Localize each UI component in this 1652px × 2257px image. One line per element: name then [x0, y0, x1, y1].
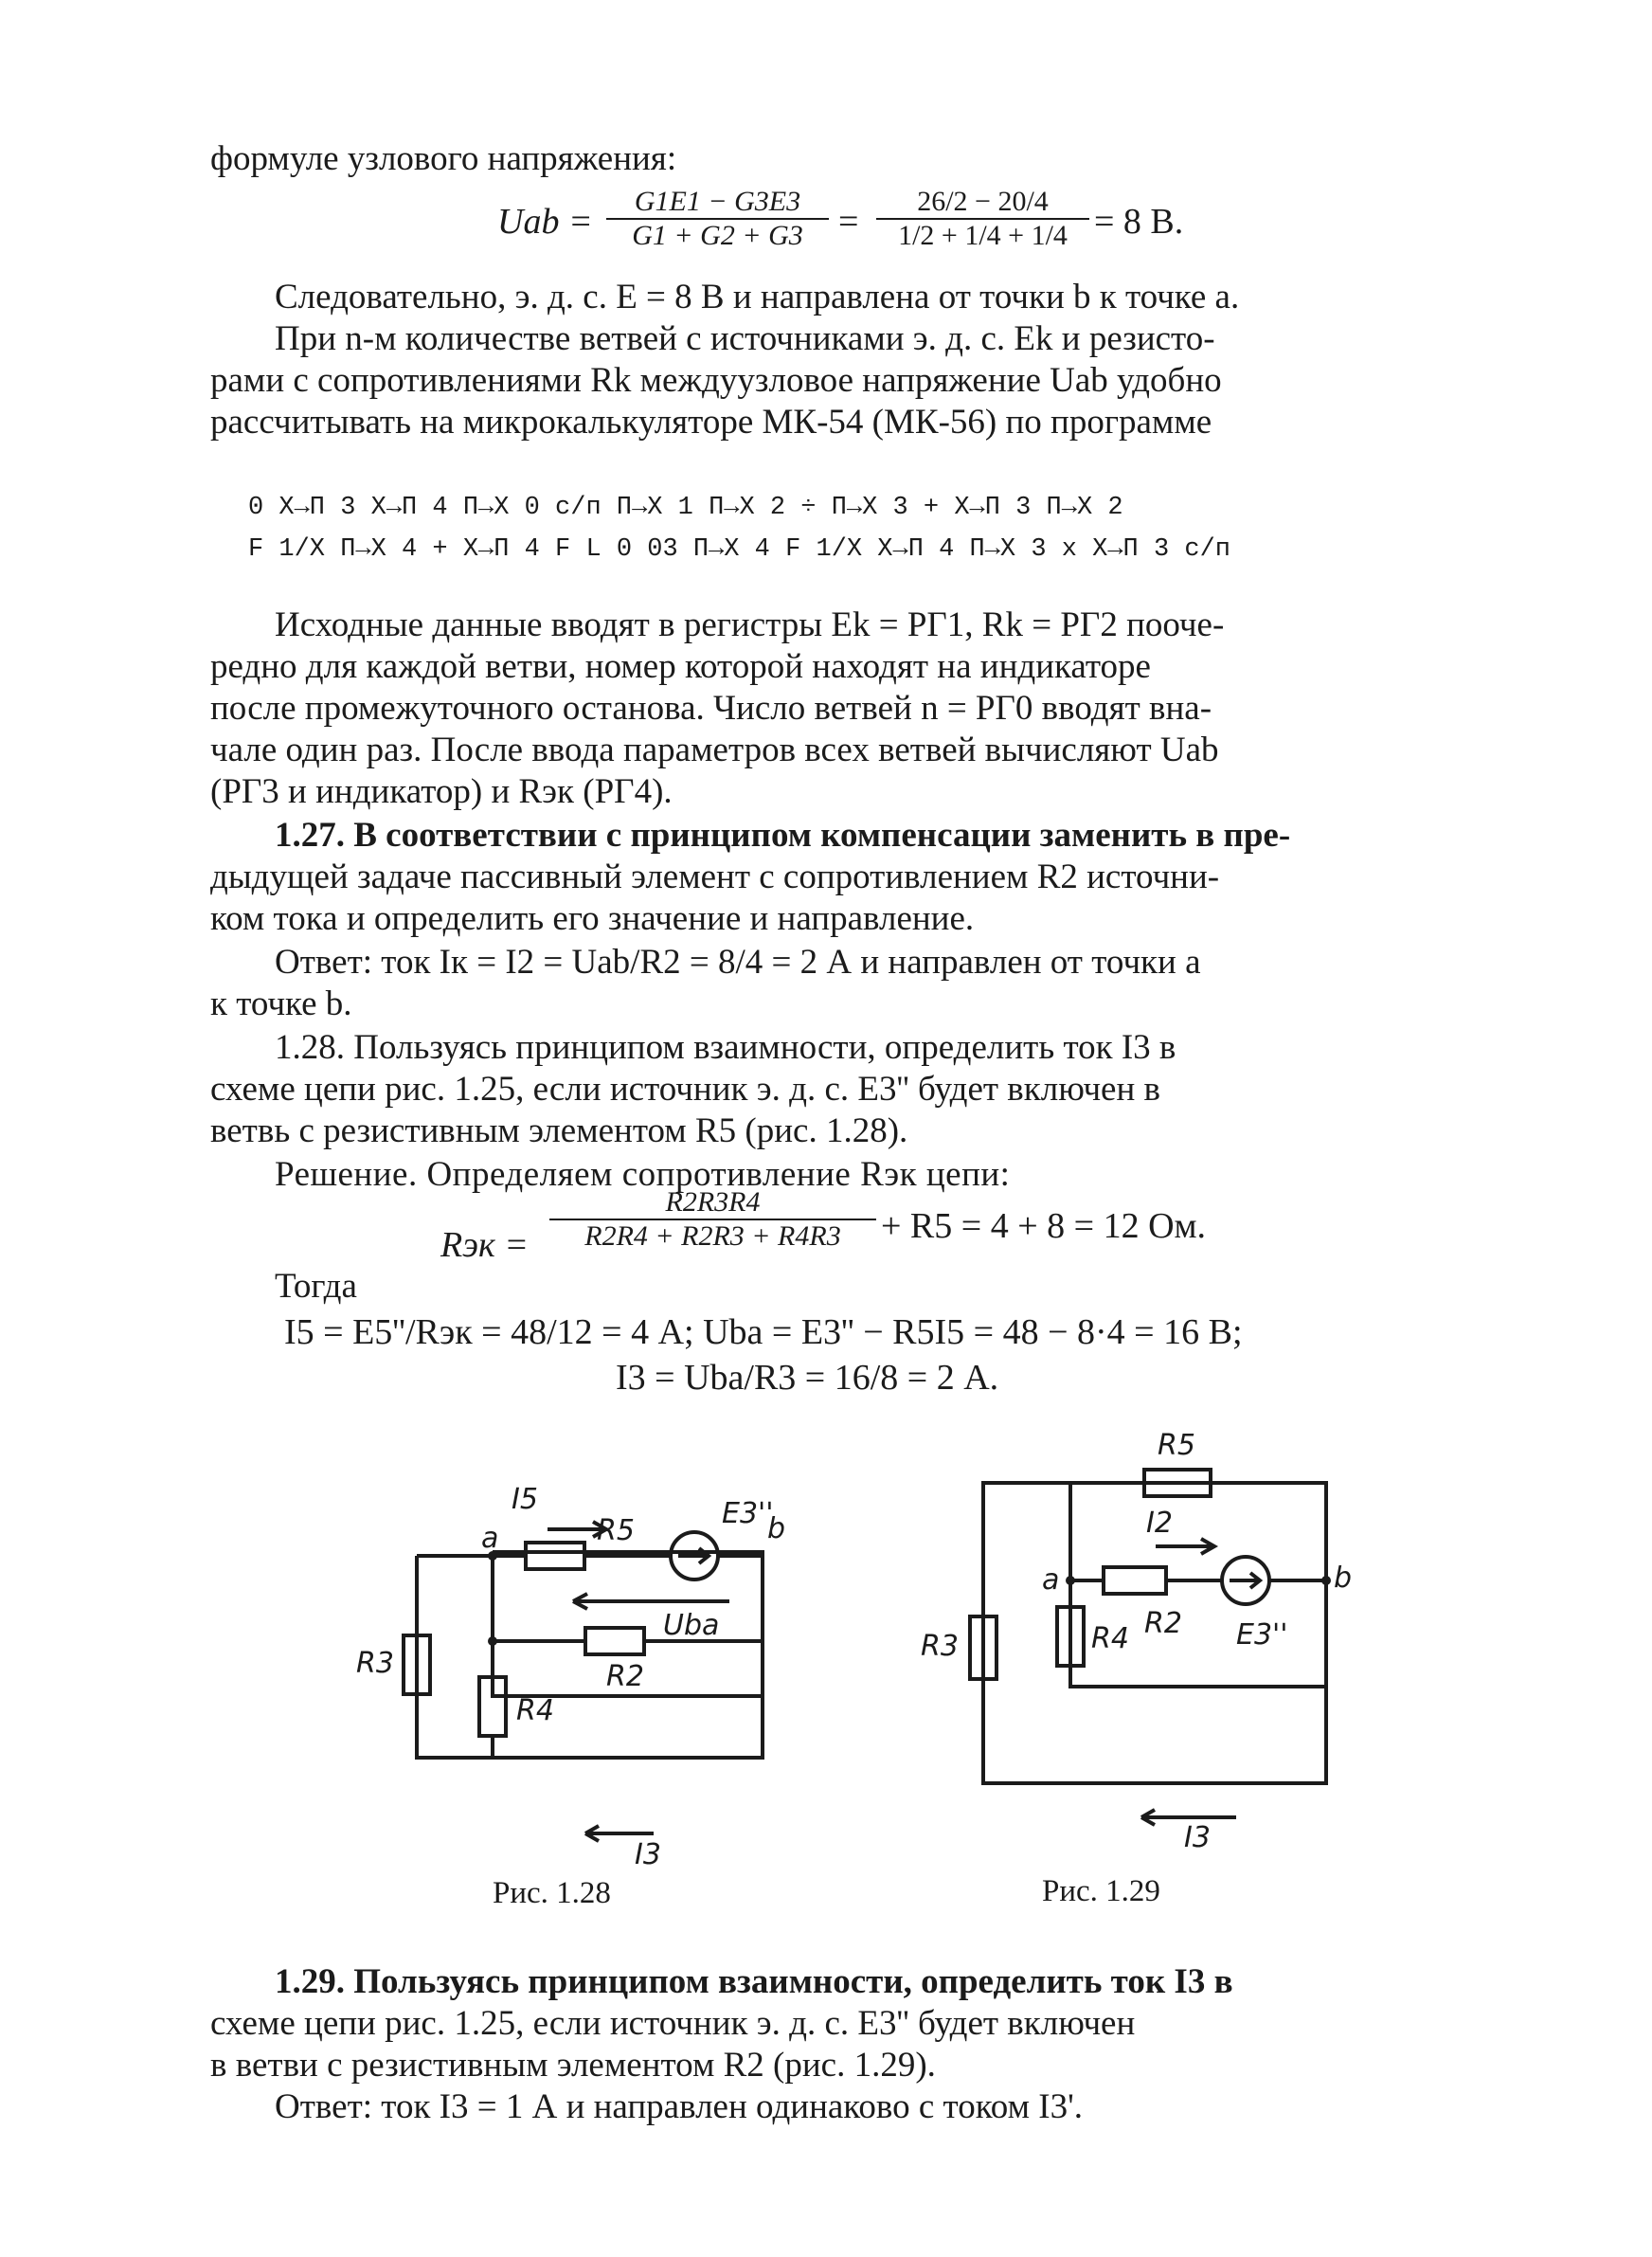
- label-r2-129: R2: [1144, 1607, 1182, 1640]
- label-r3-129: R3: [921, 1630, 959, 1663]
- program-row-2: F 1/X П→Х 4 + Х→П 4 F L 0 03 П→Х 4 F 1/X Х→П 4 П→Х 3 х Х→П 3 с/п: [248, 535, 1230, 564]
- label-i2: I2: [1146, 1507, 1173, 1540]
- label-i5: I5: [512, 1483, 538, 1516]
- label-b-129: b: [1334, 1562, 1353, 1595]
- text-line-1: формуле узлового напряжения:: [210, 139, 677, 178]
- label-r5-129: R5: [1158, 1429, 1195, 1462]
- label-r2-128: R2: [606, 1660, 644, 1693]
- text-line-18: ветвь с резистивным элементом R5 (рис. 1.28).: [210, 1111, 908, 1150]
- uab-equals: =: [838, 202, 859, 242]
- text-line-7: редно для каждой ветви, номер которой находят на индикаторе: [210, 647, 1151, 686]
- label-b-128: b: [767, 1512, 786, 1545]
- label-a-129: a: [1042, 1563, 1060, 1597]
- label-i3-129: I3: [1184, 1821, 1211, 1854]
- rek-result: + R5 = 4 + 8 = 12 Ом.: [881, 1206, 1207, 1246]
- uab-result: = 8 В.: [1094, 202, 1184, 242]
- uab-numerator: G1E1 − G3E3: [634, 186, 801, 217]
- formula-i3: I3 = Uba/R3 = 16/8 = 2 А.: [616, 1358, 999, 1398]
- rek-numerator: R2R3R4: [665, 1186, 761, 1218]
- rek-lhs: Rэк =: [440, 1225, 529, 1265]
- text-line-23: в ветви с резистивным элементом R2 (рис. 1.29).: [210, 2046, 936, 2085]
- uab-numerator-2: 26/2 − 20/4: [917, 186, 1049, 217]
- label-e3-129: E3'': [1236, 1618, 1288, 1652]
- text-line-13: ком тока и определить его значение и направление.: [210, 899, 975, 938]
- uab-lhs: Uab =: [497, 202, 593, 242]
- caption-fig-1-28: Рис. 1.28: [493, 1876, 611, 1910]
- rek-denominator: R2R4 + R2R3 + R4R3: [549, 1219, 876, 1253]
- text-line-8: после промежуточного останова. Число ветвей n = РГ0 вводят вна-: [210, 689, 1212, 728]
- text-line-2: Следовательно, э. д. с. E = 8 В и направлена от точки b к точке a.: [275, 278, 1240, 316]
- uab-denominator-2: 1/2 + 1/4 + 1/4: [876, 218, 1089, 252]
- label-e3-128: E3'': [722, 1497, 774, 1530]
- text-line-11: 1.27. В соответствии с принципом компенсации заменить в пре-: [275, 816, 1291, 855]
- fig-1-28-circuit: [404, 1522, 763, 1841]
- text-line-3: При n-м количестве ветвей с источниками э. д. с. Ek и резисто-: [275, 319, 1215, 358]
- text-line-20: Тогда: [275, 1267, 357, 1306]
- text-line-17: схеме цепи рис. 1.25, если источник э. д. с. E3'' будет включен в: [210, 1070, 1160, 1109]
- junction-dots: [488, 1551, 1331, 1646]
- text-line-5: рассчитывать на микрокалькуляторе МК-54 (МК-56) по программе: [210, 403, 1212, 442]
- text-line-21: 1.29. Пользуясь принципом взаимности, определить ток I3 в: [275, 1962, 1233, 2001]
- label-r3-128: R3: [356, 1647, 394, 1680]
- text-line-19: Решение. Определяем сопротивление Rэк цепи:: [275, 1155, 1011, 1194]
- text-line-10: (РГ3 и индикатор) и Rэк (РГ4).: [210, 772, 673, 811]
- text-line-9: чале один раз. После ввода параметров всех ветвей вычисляют Uab: [210, 731, 1219, 769]
- text-line-24: Ответ: ток I3 = 1 А и направлен одинаково с током I3'.: [275, 2087, 1084, 2126]
- label-r4-128: R4: [516, 1694, 554, 1727]
- label-r5-128: R5: [597, 1514, 635, 1547]
- text-line-4: рами с сопротивлениями Rk междуузловое напряжение Uab удобно: [210, 361, 1222, 400]
- text-line-15: к точке b.: [210, 984, 352, 1023]
- label-i3-128: I3: [635, 1838, 661, 1871]
- text-line-6: Исходные данные вводят в регистры Ek = РГ1, Rk = РГ2 пооче-: [275, 605, 1225, 644]
- text-line-22: схеме цепи рис. 1.25, если источник э. д. с. E3'' будет включен: [210, 2004, 1136, 2043]
- text-line-14: Ответ: ток Iк = I2 = Uab/R2 = 8/4 = 2 А и направлен от точки a: [275, 943, 1201, 982]
- caption-fig-1-29: Рис. 1.29: [1042, 1874, 1160, 1908]
- uab-denominator: G1 + G2 + G3: [606, 218, 829, 252]
- program-row-1: 0 Х→П 3 Х→П 4 П→Х 0 с/п П→Х 1 П→Х 2 ÷ П→Х 3 + Х→П 3 П→Х 2: [248, 494, 1123, 522]
- label-a-128: a: [481, 1522, 499, 1555]
- label-r4-129: R4: [1091, 1622, 1129, 1655]
- text-line-12: дыдущей задаче пассивный элемент с сопротивлением R2 источни-: [210, 858, 1220, 896]
- label-uba: Uba: [663, 1609, 720, 1642]
- formula-i5: I5 = E5''/Rэк = 48/12 = 4 А; Uba = E3'' − R5I5 = 48 − 8·4 = 16 В;: [284, 1312, 1243, 1352]
- text-line-16: 1.28. Пользуясь принципом взаимности, определить ток I3 в: [275, 1028, 1176, 1067]
